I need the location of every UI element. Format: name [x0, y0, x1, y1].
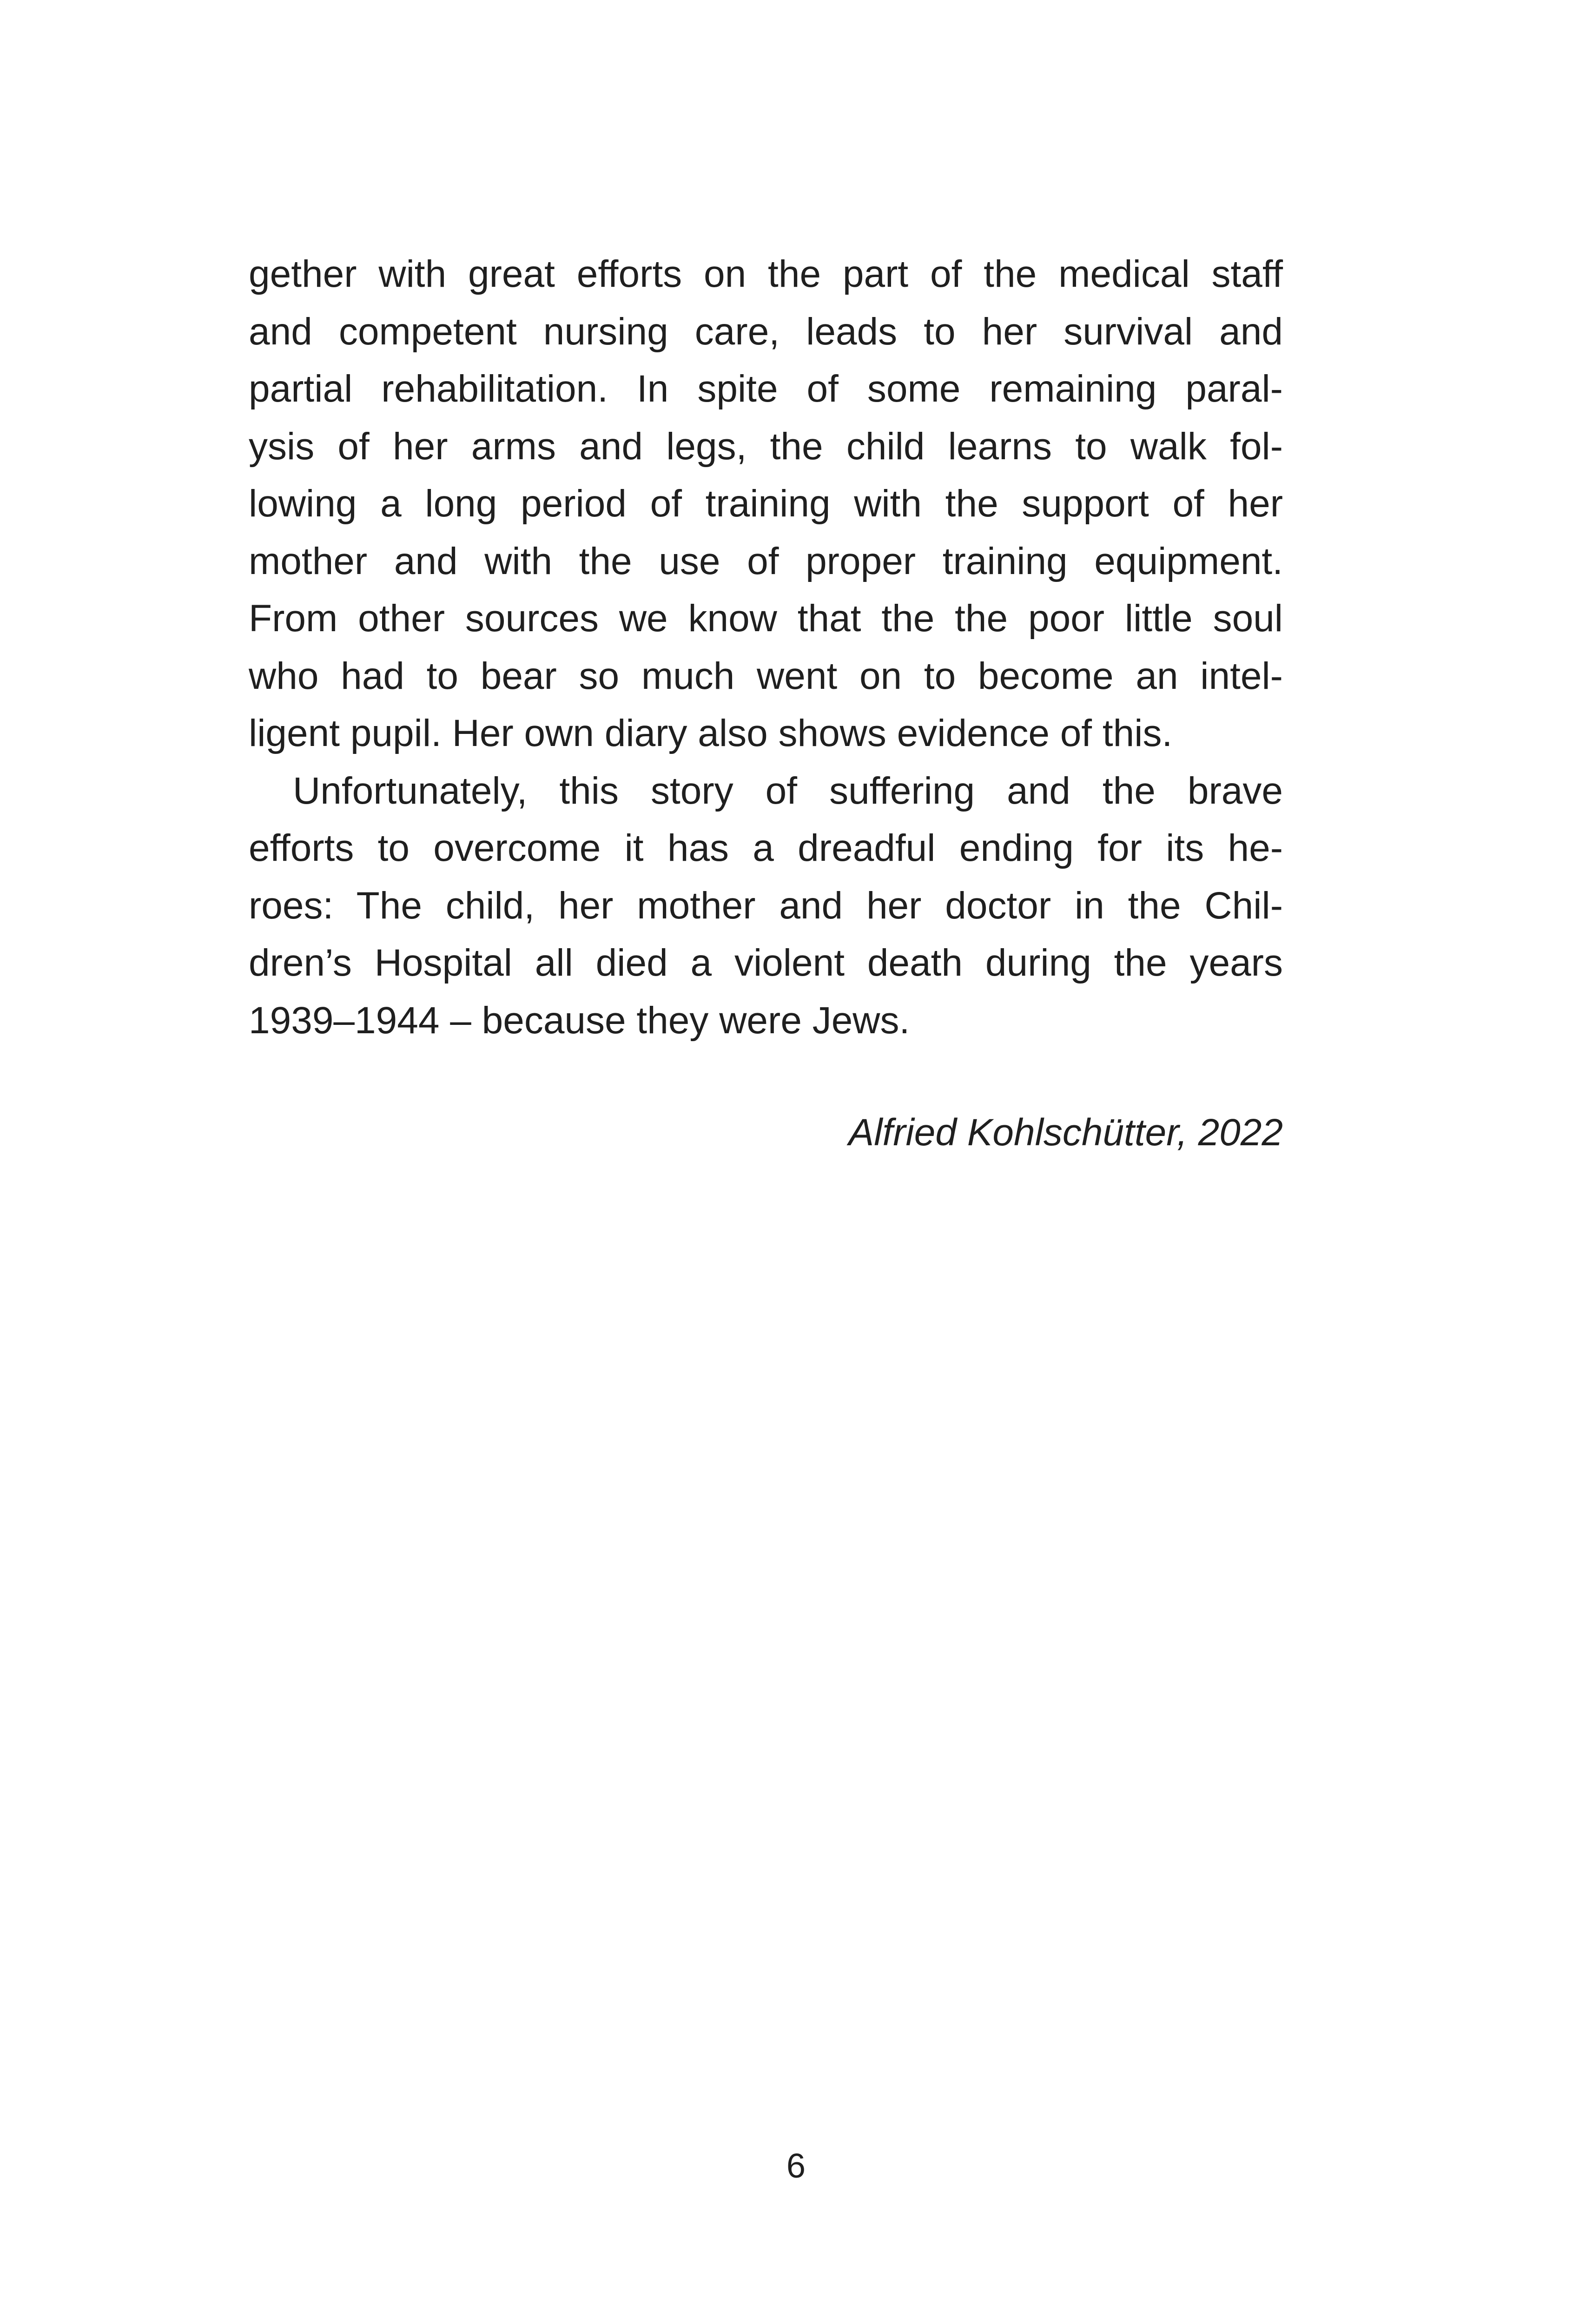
text-line: 1939–1944 – because they were Jews. — [249, 999, 910, 1042]
paragraph-1 — [249, 245, 1283, 762]
text-line: partial rehabilitation. In spite of some remaining paral- — [249, 368, 1283, 410]
text-line: who had to bear so much went on to become an intel- — [249, 654, 1283, 697]
author-signature: Alfried Kohlschütter, 2022 — [848, 1111, 1283, 1154]
text-line: dren’s Hospital all died a violent death during the years — [249, 942, 1283, 984]
text-line: and competent nursing care, leads to her survival and — [249, 310, 1283, 353]
text-line: efforts to overcome it has a dreadful ending for its he- — [249, 827, 1283, 869]
text-line: ysis of her arms and legs, the child learns to walk fol- — [249, 425, 1283, 468]
page-number: 6 — [786, 2146, 806, 2185]
text-line: From other sources we know that the the poor little soul — [249, 597, 1283, 640]
text-line: gether with great efforts on the part of the medical staff — [249, 253, 1283, 295]
body-text — [249, 245, 1283, 1049]
text-line: Unfortunately, this story of suffering and the brave — [293, 769, 1283, 812]
text-line: ligent pupil. Her own diary also shows evidence of this. — [249, 712, 1173, 754]
text-line: mother and with the use of proper training equipment. — [249, 540, 1283, 582]
paragraph-2 — [249, 762, 1283, 1050]
text-line: lowing a long period of training with the support of her — [249, 482, 1283, 525]
text-line: roes: The child, her mother and her doctor in the Chil- — [249, 884, 1283, 927]
